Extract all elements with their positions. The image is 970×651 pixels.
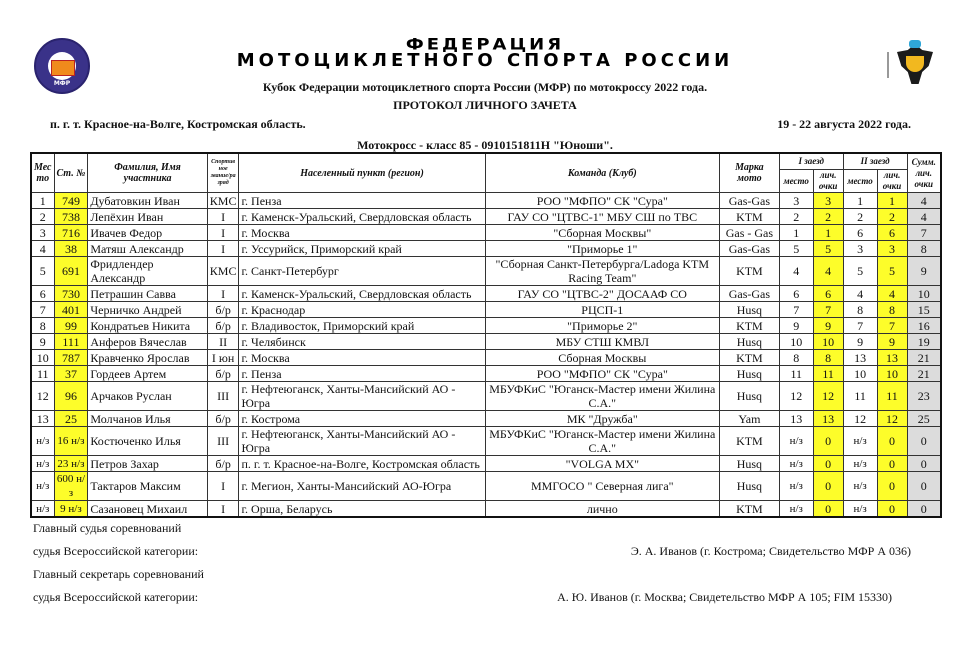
cell-city: п. г. т. Красное-на-Волге, Костромская область <box>239 456 485 472</box>
cell-start-no: 716 <box>54 225 88 241</box>
cell-place: 9 <box>31 334 54 350</box>
cell-moto: Gas-Gas <box>720 286 780 302</box>
table-row <box>31 302 941 318</box>
cell-name: Петрашин Савва <box>88 286 207 302</box>
secretary-title: Главный секретарь соревнований <box>33 567 204 581</box>
cell-team: ГАУ СО "ЦТВС-1" МБУ СШ по ТВС <box>485 209 720 225</box>
cell-place: н/з <box>31 456 54 472</box>
table-row <box>31 209 941 225</box>
cell-rank: III <box>207 382 239 411</box>
header-row <box>31 153 941 170</box>
cell-place: 12 <box>31 382 54 411</box>
table-row <box>31 318 941 334</box>
cell-team: лично <box>485 501 720 518</box>
cell-race1-place: н/з <box>779 501 813 518</box>
cell-total: 0 <box>907 472 941 501</box>
cell-city: г. Нефтеюганск, Ханты-Мансийский АО - Югра <box>239 382 485 411</box>
cell-race1-points: 1 <box>813 225 843 241</box>
cell-team: Сборная Москвы <box>485 350 720 366</box>
cell-total: 7 <box>907 225 941 241</box>
cell-moto: Husq <box>720 302 780 318</box>
cell-city: г. Пенза <box>239 193 485 209</box>
org-title-line1: ФЕДЕРАЦИЯ <box>405 35 565 54</box>
cell-start-no: 111 <box>54 334 88 350</box>
cell-total: 0 <box>907 501 941 518</box>
class-line: Мотокросс - класс 85 - 0910151811Н "Юноши". <box>357 138 613 152</box>
cell-race1-points: 0 <box>813 501 843 518</box>
cell-city: г. Орша, Беларусь <box>239 501 485 518</box>
cell-race1-place: 12 <box>779 382 813 411</box>
cell-rank: б/р <box>207 411 239 427</box>
cell-race1-points: 8 <box>813 350 843 366</box>
cell-race2-place: 6 <box>843 225 877 241</box>
cell-start-no: 38 <box>54 241 88 257</box>
results-table <box>30 152 942 518</box>
cell-place: н/з <box>31 472 54 501</box>
cell-rank: I <box>207 472 239 501</box>
cell-moto: Husq <box>720 366 780 382</box>
cell-moto: Gas-Gas <box>720 241 780 257</box>
cell-rank: II <box>207 334 239 350</box>
cell-race1-points: 10 <box>813 334 843 350</box>
cell-team: РЦСП-1 <box>485 302 720 318</box>
cell-total: 15 <box>907 302 941 318</box>
header-total: Сумм. лич. очки <box>907 153 941 193</box>
cell-race2-place: 9 <box>843 334 877 350</box>
cell-race1-place: 2 <box>779 209 813 225</box>
cell-place: н/з <box>31 427 54 456</box>
cell-race2-points: 13 <box>877 350 907 366</box>
cell-race2-points: 5 <box>877 257 907 286</box>
secretary-category: судья Всероссийской категории: <box>33 590 199 604</box>
cell-start-no: 738 <box>54 209 88 225</box>
event-dates: 19 - 22 августа 2022 года. <box>777 117 911 131</box>
table-row <box>31 366 941 382</box>
judge-title: Главный судья соревнований <box>33 521 182 535</box>
cell-race2-place: 1 <box>843 193 877 209</box>
cell-city: г. Челябинск <box>239 334 485 350</box>
cell-city: г. Москва <box>239 350 485 366</box>
cell-moto: KTM <box>720 257 780 286</box>
cell-name: Петров Захар <box>88 456 207 472</box>
table-row <box>31 225 941 241</box>
cell-city: г. Пенза <box>239 366 485 382</box>
cell-race1-points: 11 <box>813 366 843 382</box>
cell-total: 16 <box>907 318 941 334</box>
cell-total: 23 <box>907 382 941 411</box>
cell-start-no: 749 <box>54 193 88 209</box>
cell-race2-points: 7 <box>877 318 907 334</box>
cell-place: 4 <box>31 241 54 257</box>
cell-start-no: 730 <box>54 286 88 302</box>
cell-team: МБУФКиС "Юганск-Мастер имени Жилина С.А." <box>485 427 720 456</box>
cell-city: г. Санкт-Петербург <box>239 257 485 286</box>
cell-race2-place: 4 <box>843 286 877 302</box>
cell-race2-points: 0 <box>877 472 907 501</box>
table-row <box>31 501 941 518</box>
cell-team: "Сборная Москвы" <box>485 225 720 241</box>
cell-start-no: 787 <box>54 350 88 366</box>
cell-city: г. Владивосток, Приморский край <box>239 318 485 334</box>
cell-name: Костюченко Илья <box>88 427 207 456</box>
cup-title: Кубок Федерации мотоциклетного спорта России (МФР) по мотокроссу 2022 года. <box>262 80 708 94</box>
header-team: Команда (Клуб) <box>485 153 720 193</box>
cell-city: г. Уссурийск, Приморский край <box>239 241 485 257</box>
cell-rank: I <box>207 501 239 518</box>
cell-moto: KTM <box>720 318 780 334</box>
cell-start-no: 25 <box>54 411 88 427</box>
cell-start-no: 16 н/з <box>54 427 88 456</box>
cell-team: РОО "МФПО" СК "Сура" <box>485 193 720 209</box>
cell-moto: KTM <box>720 209 780 225</box>
cell-team: "Сборная Санкт-Петербурга/Ladoga KTM Racing Team" <box>485 257 720 286</box>
cell-start-no: 9 н/з <box>54 501 88 518</box>
cell-race2-points: 11 <box>877 382 907 411</box>
table-row <box>31 286 941 302</box>
cell-team: РОО "МФПО" СК "Сура" <box>485 366 720 382</box>
cell-race1-points: 0 <box>813 427 843 456</box>
cell-race1-place: 5 <box>779 241 813 257</box>
cell-place: 5 <box>31 257 54 286</box>
cell-race1-place: н/з <box>779 472 813 501</box>
cell-rank: III <box>207 427 239 456</box>
table-row <box>31 411 941 427</box>
cell-race2-place: 7 <box>843 318 877 334</box>
cell-city: г. Краснодар <box>239 302 485 318</box>
cell-race2-place: 8 <box>843 302 877 318</box>
divider <box>887 52 889 78</box>
cell-race2-points: 6 <box>877 225 907 241</box>
cell-name: Анферов Вячеслав <box>88 334 207 350</box>
org-title-line2: МОТОЦИКЛЕТНОГО СПОРТА РОССИИ <box>236 50 734 71</box>
cell-total: 4 <box>907 193 941 209</box>
cell-race1-points: 12 <box>813 382 843 411</box>
cell-start-no: 23 н/з <box>54 456 88 472</box>
table-row <box>31 472 941 501</box>
cell-team: ММГОСО " Северная лига" <box>485 472 720 501</box>
cell-race2-points: 2 <box>877 209 907 225</box>
cell-race1-points: 0 <box>813 456 843 472</box>
cell-race2-points: 4 <box>877 286 907 302</box>
table-row <box>31 427 941 456</box>
cell-race1-points: 3 <box>813 193 843 209</box>
cell-place: 6 <box>31 286 54 302</box>
cell-name: Дубатовкин Иван <box>88 193 207 209</box>
cell-race1-place: 4 <box>779 257 813 286</box>
cell-race1-place: 9 <box>779 318 813 334</box>
cell-race2-place: н/з <box>843 427 877 456</box>
cell-start-no: 37 <box>54 366 88 382</box>
cell-race2-points: 3 <box>877 241 907 257</box>
cell-race2-place: н/з <box>843 456 877 472</box>
cell-moto: Husq <box>720 382 780 411</box>
cell-race1-points: 2 <box>813 209 843 225</box>
crown-icon <box>909 40 921 48</box>
cell-team: МБУФКиС "Юганск-Мастер имени Жилина С.А." <box>485 382 720 411</box>
cell-rank: I <box>207 225 239 241</box>
cell-race1-place: 8 <box>779 350 813 366</box>
cell-place: н/з <box>31 501 54 518</box>
cell-name: Кравченко Ярослав <box>88 350 207 366</box>
cell-total: 0 <box>907 456 941 472</box>
cell-race2-points: 0 <box>877 501 907 518</box>
cell-race2-place: 10 <box>843 366 877 382</box>
cell-total: 10 <box>907 286 941 302</box>
cell-moto: Yam <box>720 411 780 427</box>
cell-race2-points: 12 <box>877 411 907 427</box>
header-name: Фамилия, Имя участника <box>88 153 207 193</box>
header-rank: Спортив ное звание/ра зряд <box>207 153 239 193</box>
cell-moto: Gas - Gas <box>720 225 780 241</box>
cell-start-no: 600 н/з <box>54 472 88 501</box>
cell-race1-place: 7 <box>779 302 813 318</box>
header-race2-place: место <box>843 170 877 193</box>
cell-race1-place: 10 <box>779 334 813 350</box>
cell-place: 2 <box>31 209 54 225</box>
cell-race2-points: 10 <box>877 366 907 382</box>
cell-city: г. Каменск-Уральский, Свердловская область <box>239 209 485 225</box>
table-row <box>31 382 941 411</box>
cell-moto: KTM <box>720 427 780 456</box>
cell-race2-place: 13 <box>843 350 877 366</box>
cell-name: Лепёхин Иван <box>88 209 207 225</box>
logo-text: МФР <box>53 80 71 87</box>
cell-total: 0 <box>907 427 941 456</box>
judge-name: Э. А. Иванов (г. Кострома; Свидетельство МФР А 036) <box>630 544 911 558</box>
protocol-title: ПРОТОКОЛ ЛИЧНОГО ЗАЧЕТА <box>393 98 577 112</box>
cell-name: Черничко Андрей <box>88 302 207 318</box>
cell-name: Молчанов Илья <box>88 411 207 427</box>
cell-total: 19 <box>907 334 941 350</box>
table-row <box>31 334 941 350</box>
cell-name: Кондратьев Никита <box>88 318 207 334</box>
event-location: п. г. т. Красное-на-Волге, Костромская область. <box>50 117 306 131</box>
cell-race1-points: 7 <box>813 302 843 318</box>
header-place: Мес то <box>31 153 54 193</box>
cell-place: 3 <box>31 225 54 241</box>
cell-rank: б/р <box>207 302 239 318</box>
header-race1: I заезд <box>779 153 843 170</box>
cell-city: г. Мегион, Ханты-Мансийский АО-Югра <box>239 472 485 501</box>
cell-place: 10 <box>31 350 54 366</box>
table-row <box>31 257 941 286</box>
judge-category: судья Всероссийской категории: <box>33 544 199 558</box>
cell-place: 11 <box>31 366 54 382</box>
cell-rank: б/р <box>207 318 239 334</box>
cell-rank: I юн <box>207 350 239 366</box>
cell-name: Гордеев Артем <box>88 366 207 382</box>
cell-race1-points: 5 <box>813 241 843 257</box>
cell-total: 9 <box>907 257 941 286</box>
cell-name: Фридлендер Александр <box>88 257 207 286</box>
cell-place: 13 <box>31 411 54 427</box>
cell-race1-place: н/з <box>779 456 813 472</box>
cell-total: 4 <box>907 209 941 225</box>
header-race2: II заезд <box>843 153 907 170</box>
cell-moto: KTM <box>720 501 780 518</box>
cell-name: Тактаров Максим <box>88 472 207 501</box>
cell-race1-place: 11 <box>779 366 813 382</box>
cell-name: Арчаков Руслан <box>88 382 207 411</box>
cell-city: г. Москва <box>239 225 485 241</box>
cell-rank: I <box>207 241 239 257</box>
header-start-no: Ст. № <box>54 153 88 193</box>
cell-moto: Husq <box>720 456 780 472</box>
cell-name: Ивачев Федор <box>88 225 207 241</box>
cell-race2-place: 5 <box>843 257 877 286</box>
cell-city: г. Нефтеюганск, Ханты-Мансийский АО - Югра <box>239 427 485 456</box>
cell-race2-place: н/з <box>843 472 877 501</box>
table-row <box>31 193 941 209</box>
cell-race1-points: 0 <box>813 472 843 501</box>
cell-race2-points: 9 <box>877 334 907 350</box>
cell-name: Сазановец Михаил <box>88 501 207 518</box>
cell-race1-place: н/з <box>779 427 813 456</box>
cell-total: 25 <box>907 411 941 427</box>
table-row <box>31 350 941 366</box>
cell-moto: KTM <box>720 350 780 366</box>
cell-race1-place: 6 <box>779 286 813 302</box>
cell-place: 1 <box>31 193 54 209</box>
cell-race2-points: 0 <box>877 456 907 472</box>
cell-race2-points: 8 <box>877 302 907 318</box>
cell-moto: Husq <box>720 472 780 501</box>
cell-race2-points: 0 <box>877 427 907 456</box>
cell-team: МК "Дружба" <box>485 411 720 427</box>
cell-rank: КМС <box>207 193 239 209</box>
cell-race2-place: 3 <box>843 241 877 257</box>
cell-start-no: 96 <box>54 382 88 411</box>
header-race2-points: лич. очки <box>877 170 907 193</box>
table-row <box>31 241 941 257</box>
cell-place: 8 <box>31 318 54 334</box>
cell-team: ГАУ СО "ЦТВС-2" ДОСААФ СО <box>485 286 720 302</box>
header-moto: Марка мото <box>720 153 780 193</box>
cell-total: 21 <box>907 366 941 382</box>
cell-race1-place: 13 <box>779 411 813 427</box>
cell-team: "Приморье 1" <box>485 241 720 257</box>
cell-rank: б/р <box>207 366 239 382</box>
cell-race2-place: 12 <box>843 411 877 427</box>
cell-race1-points: 4 <box>813 257 843 286</box>
header-city: Населенный пункт (регион) <box>239 153 485 193</box>
table-row <box>31 456 941 472</box>
cell-rank: I <box>207 209 239 225</box>
cell-team: "VOLGA MX" <box>485 456 720 472</box>
cell-total: 8 <box>907 241 941 257</box>
cell-team: МБУ СТШ КМВЛ <box>485 334 720 350</box>
cell-moto: Husq <box>720 334 780 350</box>
cell-start-no: 401 <box>54 302 88 318</box>
cell-rank: КМС <box>207 257 239 286</box>
cell-city: г. Кострома <box>239 411 485 427</box>
header-race1-points: лич. очки <box>813 170 843 193</box>
cell-race1-place: 1 <box>779 225 813 241</box>
cell-race1-points: 6 <box>813 286 843 302</box>
cell-moto: Gas-Gas <box>720 193 780 209</box>
cell-start-no: 691 <box>54 257 88 286</box>
header-race1-place: место <box>779 170 813 193</box>
cell-team: "Приморье 2" <box>485 318 720 334</box>
cell-start-no: 99 <box>54 318 88 334</box>
cell-rank: б/р <box>207 456 239 472</box>
cell-place: 7 <box>31 302 54 318</box>
cell-race1-place: 3 <box>779 193 813 209</box>
cell-rank: I <box>207 286 239 302</box>
cell-total: 21 <box>907 350 941 366</box>
cell-race1-points: 9 <box>813 318 843 334</box>
cell-race2-place: н/з <box>843 501 877 518</box>
cell-city: г. Каменск-Уральский, Свердловская область <box>239 286 485 302</box>
cell-race2-place: 2 <box>843 209 877 225</box>
secretary-name: А. Ю. Иванов (г. Москва; Свидетельство МФР А 105; FIM 15330) <box>557 590 892 604</box>
cell-race1-points: 13 <box>813 411 843 427</box>
cell-race2-place: 11 <box>843 382 877 411</box>
cell-race2-points: 1 <box>877 193 907 209</box>
cell-name: Матяш Александр <box>88 241 207 257</box>
